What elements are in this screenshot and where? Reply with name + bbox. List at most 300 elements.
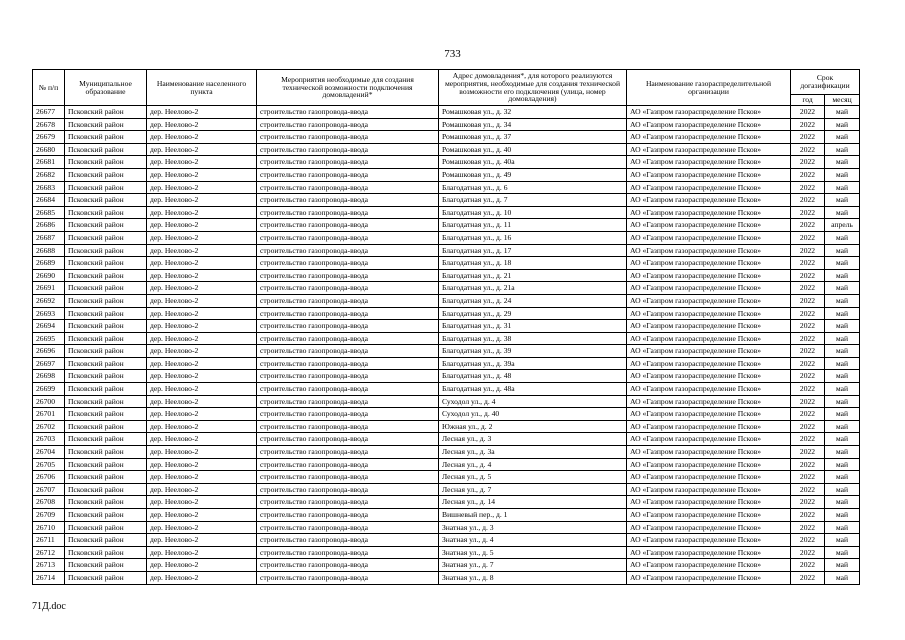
municipality-cell: Псковский район <box>65 231 147 244</box>
gdo-cell: АО «Газпром газораспределение Псков» <box>627 219 791 232</box>
measure-cell: строительство газопровода-ввода <box>257 143 439 156</box>
row-number: 26687 <box>33 231 65 244</box>
page-number: 733 <box>444 48 461 60</box>
month-cell: май <box>825 496 860 509</box>
year-cell: 2022 <box>791 458 825 471</box>
locality-cell: дер. Неелово-2 <box>147 294 257 307</box>
table-row <box>33 257 860 270</box>
gdo-cell: АО «Газпром газораспределение Псков» <box>627 269 791 282</box>
month-cell: май <box>825 433 860 446</box>
gdo-cell: АО «Газпром газораспределение Псков» <box>627 509 791 522</box>
address-cell: Лесная ул., д. 3 <box>439 433 627 446</box>
municipality-cell: Псковский район <box>65 181 147 194</box>
year-cell: 2022 <box>791 433 825 446</box>
measure-cell: строительство газопровода-ввода <box>257 471 439 484</box>
gdo-cell: АО «Газпром газораспределение Псков» <box>627 546 791 559</box>
gdo-cell: АО «Газпром газораспределение Псков» <box>627 244 791 257</box>
gdo-cell: АО «Газпром газораспределение Псков» <box>627 168 791 181</box>
address-cell: Ромашковая ул., д. 34 <box>439 118 627 131</box>
month-cell: май <box>825 446 860 459</box>
year-cell: 2022 <box>791 257 825 270</box>
month-cell: май <box>825 559 860 572</box>
measure-cell: строительство газопровода-ввода <box>257 559 439 572</box>
header-locality: Наименование населенного пункта <box>147 70 257 106</box>
locality-cell: дер. Неелово-2 <box>147 168 257 181</box>
locality-cell: дер. Неелово-2 <box>147 320 257 333</box>
municipality-cell: Псковский район <box>65 559 147 572</box>
measure-cell: строительство газопровода-ввода <box>257 320 439 333</box>
year-cell: 2022 <box>791 294 825 307</box>
header-month: месяц <box>825 95 860 106</box>
municipality-cell: Псковский район <box>65 458 147 471</box>
year-cell: 2022 <box>791 219 825 232</box>
month-cell: май <box>825 471 860 484</box>
municipality-cell: Псковский район <box>65 194 147 207</box>
month-cell: май <box>825 181 860 194</box>
header-num: № п/п <box>33 70 65 106</box>
row-number: 26697 <box>33 357 65 370</box>
row-number: 26703 <box>33 433 65 446</box>
header-municipality: Муниципальное образование <box>65 70 147 106</box>
locality-cell: дер. Неелово-2 <box>147 257 257 270</box>
row-number: 26707 <box>33 483 65 496</box>
measure-cell: строительство газопровода-ввода <box>257 383 439 396</box>
gdo-cell: АО «Газпром газораспределение Псков» <box>627 571 791 584</box>
month-cell: май <box>825 345 860 358</box>
gdo-cell: АО «Газпром газораспределение Псков» <box>627 395 791 408</box>
month-cell: май <box>825 206 860 219</box>
row-number: 26698 <box>33 370 65 383</box>
municipality-cell: Псковский район <box>65 219 147 232</box>
year-cell: 2022 <box>791 471 825 484</box>
municipality-cell: Псковский район <box>65 168 147 181</box>
address-cell: Благодатная ул., д. 48 <box>439 370 627 383</box>
gdo-cell: АО «Газпром газораспределение Псков» <box>627 181 791 194</box>
municipality-cell: Псковский район <box>65 320 147 333</box>
gdo-cell: АО «Газпром газораспределение Псков» <box>627 294 791 307</box>
table-row <box>33 471 860 484</box>
municipality-cell: Псковский район <box>65 118 147 131</box>
month-cell: май <box>825 294 860 307</box>
year-cell: 2022 <box>791 131 825 144</box>
table-row <box>33 408 860 421</box>
measure-cell: строительство газопровода-ввода <box>257 571 439 584</box>
year-cell: 2022 <box>791 269 825 282</box>
address-cell: Благодатная ул., д. 10 <box>439 206 627 219</box>
address-cell: Вишневый пер., д. 1 <box>439 509 627 522</box>
locality-cell: дер. Неелово-2 <box>147 143 257 156</box>
address-cell: Благодатная ул., д. 21 <box>439 269 627 282</box>
table-row <box>33 282 860 295</box>
gdo-cell: АО «Газпром газораспределение Псков» <box>627 559 791 572</box>
month-cell: май <box>825 282 860 295</box>
month-cell: май <box>825 521 860 534</box>
gdo-cell: АО «Газпром газораспределение Псков» <box>627 320 791 333</box>
month-cell: май <box>825 168 860 181</box>
table-row <box>33 106 860 119</box>
locality-cell: дер. Неелово-2 <box>147 571 257 584</box>
table-row <box>33 357 860 370</box>
row-number: 26710 <box>33 521 65 534</box>
gdo-cell: АО «Газпром газораспределение Псков» <box>627 231 791 244</box>
table-row <box>33 534 860 547</box>
month-cell: май <box>825 509 860 522</box>
month-cell: апрель <box>825 219 860 232</box>
municipality-cell: Псковский район <box>65 345 147 358</box>
year-cell: 2022 <box>791 307 825 320</box>
year-cell: 2022 <box>791 244 825 257</box>
table-row <box>33 433 860 446</box>
measure-cell: строительство газопровода-ввода <box>257 370 439 383</box>
address-cell: Лесная ул., д. 4 <box>439 458 627 471</box>
month-cell: май <box>825 156 860 169</box>
locality-cell: дер. Неелово-2 <box>147 559 257 572</box>
measure-cell: строительство газопровода-ввода <box>257 282 439 295</box>
locality-cell: дер. Неелово-2 <box>147 357 257 370</box>
row-number: 26702 <box>33 420 65 433</box>
measure-cell: строительство газопровода-ввода <box>257 168 439 181</box>
measure-cell: строительство газопровода-ввода <box>257 546 439 559</box>
municipality-cell: Псковский район <box>65 571 147 584</box>
row-number: 26704 <box>33 446 65 459</box>
gdo-cell: АО «Газпром газораспределение Псков» <box>627 370 791 383</box>
address-cell: Благодатная ул., д. 17 <box>439 244 627 257</box>
locality-cell: дер. Неелово-2 <box>147 181 257 194</box>
measure-cell: строительство газопровода-ввода <box>257 534 439 547</box>
row-number: 26711 <box>33 534 65 547</box>
table-row <box>33 294 860 307</box>
locality-cell: дер. Неелово-2 <box>147 370 257 383</box>
measure-cell: строительство газопровода-ввода <box>257 131 439 144</box>
measure-cell: строительство газопровода-ввода <box>257 483 439 496</box>
month-cell: май <box>825 420 860 433</box>
year-cell: 2022 <box>791 168 825 181</box>
table-row <box>33 131 860 144</box>
header-term: Срок догазификации <box>791 70 860 95</box>
address-cell: Лесная ул., д. 5 <box>439 471 627 484</box>
locality-cell: дер. Неелово-2 <box>147 106 257 119</box>
table-row <box>33 244 860 257</box>
row-number: 26686 <box>33 219 65 232</box>
measure-cell: строительство газопровода-ввода <box>257 181 439 194</box>
locality-cell: дер. Неелово-2 <box>147 496 257 509</box>
table-row <box>33 420 860 433</box>
gdo-cell: АО «Газпром газораспределение Псков» <box>627 143 791 156</box>
table-row <box>33 383 860 396</box>
row-number: 26714 <box>33 571 65 584</box>
year-cell: 2022 <box>791 509 825 522</box>
gdo-cell: АО «Газпром газораспределение Псков» <box>627 408 791 421</box>
row-number: 26688 <box>33 244 65 257</box>
month-cell: май <box>825 408 860 421</box>
row-number: 26677 <box>33 106 65 119</box>
month-cell: май <box>825 534 860 547</box>
row-number: 26706 <box>33 471 65 484</box>
year-cell: 2022 <box>791 496 825 509</box>
measure-cell: строительство газопровода-ввода <box>257 219 439 232</box>
measure-cell: строительство газопровода-ввода <box>257 446 439 459</box>
gdo-cell: АО «Газпром газораспределение Псков» <box>627 357 791 370</box>
municipality-cell: Псковский район <box>65 294 147 307</box>
month-cell: май <box>825 194 860 207</box>
row-number: 26681 <box>33 156 65 169</box>
address-cell: Ромашковая ул., д. 40 <box>439 143 627 156</box>
gdo-cell: АО «Газпром газораспределение Псков» <box>627 332 791 345</box>
month-cell: май <box>825 257 860 270</box>
row-number: 26682 <box>33 168 65 181</box>
locality-cell: дер. Неелово-2 <box>147 206 257 219</box>
year-cell: 2022 <box>791 571 825 584</box>
municipality-cell: Псковский район <box>65 546 147 559</box>
locality-cell: дер. Неелово-2 <box>147 433 257 446</box>
address-cell: Знатная ул., д. 7 <box>439 559 627 572</box>
locality-cell: дер. Неелово-2 <box>147 458 257 471</box>
locality-cell: дер. Неелово-2 <box>147 345 257 358</box>
table-row <box>33 181 860 194</box>
year-cell: 2022 <box>791 156 825 169</box>
gdo-cell: АО «Газпром газораспределение Псков» <box>627 458 791 471</box>
year-cell: 2022 <box>791 194 825 207</box>
measure-cell: строительство газопровода-ввода <box>257 194 439 207</box>
municipality-cell: Псковский район <box>65 131 147 144</box>
row-number: 26713 <box>33 559 65 572</box>
year-cell: 2022 <box>791 420 825 433</box>
locality-cell: дер. Неелово-2 <box>147 509 257 522</box>
gdo-cell: АО «Газпром газораспределение Псков» <box>627 118 791 131</box>
year-cell: 2022 <box>791 332 825 345</box>
row-number: 26693 <box>33 307 65 320</box>
address-cell: Суходол ул., д. 4 <box>439 395 627 408</box>
table-row <box>33 219 860 232</box>
row-number: 26690 <box>33 269 65 282</box>
municipality-cell: Псковский район <box>65 471 147 484</box>
address-cell: Благодатная ул., д. 29 <box>439 307 627 320</box>
measure-cell: строительство газопровода-ввода <box>257 307 439 320</box>
gdo-cell: АО «Газпром газораспределение Псков» <box>627 206 791 219</box>
table-body <box>33 106 860 585</box>
address-cell: Благодатная ул., д. 11 <box>439 219 627 232</box>
year-cell: 2022 <box>791 231 825 244</box>
table-row <box>33 370 860 383</box>
municipality-cell: Псковский район <box>65 420 147 433</box>
table-row <box>33 320 860 333</box>
row-number: 26695 <box>33 332 65 345</box>
measure-cell: строительство газопровода-ввода <box>257 345 439 358</box>
address-cell: Лесная ул., д. 7 <box>439 483 627 496</box>
year-cell: 2022 <box>791 370 825 383</box>
municipality-cell: Псковский район <box>65 206 147 219</box>
year-cell: 2022 <box>791 320 825 333</box>
row-number: 26705 <box>33 458 65 471</box>
row-number: 26679 <box>33 131 65 144</box>
header-address: Адрес домовладения*, для которого реализуются мероприятия, необходимые для создания технической возможности его подключения (улица, номер домовладения) <box>439 70 627 106</box>
address-cell: Знатная ул., д. 8 <box>439 571 627 584</box>
table-row <box>33 496 860 509</box>
locality-cell: дер. Неелово-2 <box>147 395 257 408</box>
row-number: 26683 <box>33 181 65 194</box>
measure-cell: строительство газопровода-ввода <box>257 244 439 257</box>
municipality-cell: Псковский район <box>65 395 147 408</box>
municipality-cell: Псковский район <box>65 408 147 421</box>
locality-cell: дер. Неелово-2 <box>147 446 257 459</box>
municipality-cell: Псковский район <box>65 357 147 370</box>
measure-cell: строительство газопровода-ввода <box>257 257 439 270</box>
address-cell: Благодатная ул., д. 38 <box>439 332 627 345</box>
row-number: 26689 <box>33 257 65 270</box>
measure-cell: строительство газопровода-ввода <box>257 395 439 408</box>
municipality-cell: Псковский район <box>65 106 147 119</box>
gdo-cell: АО «Газпром газораспределение Псков» <box>627 496 791 509</box>
row-number: 26699 <box>33 383 65 396</box>
table-row <box>33 194 860 207</box>
header-year: год <box>791 95 825 106</box>
locality-cell: дер. Неелово-2 <box>147 269 257 282</box>
municipality-cell: Псковский район <box>65 244 147 257</box>
municipality-cell: Псковский район <box>65 370 147 383</box>
measure-cell: строительство газопровода-ввода <box>257 458 439 471</box>
measure-cell: строительство газопровода-ввода <box>257 231 439 244</box>
municipality-cell: Псковский район <box>65 446 147 459</box>
table-row <box>33 509 860 522</box>
locality-cell: дер. Неелово-2 <box>147 483 257 496</box>
month-cell: май <box>825 106 860 119</box>
municipality-cell: Псковский район <box>65 433 147 446</box>
measure-cell: строительство газопровода-ввода <box>257 496 439 509</box>
year-cell: 2022 <box>791 408 825 421</box>
row-number: 26691 <box>33 282 65 295</box>
measure-cell: строительство газопровода-ввода <box>257 521 439 534</box>
address-cell: Ромашковая ул., д. 40а <box>439 156 627 169</box>
gdo-cell: АО «Газпром газораспределение Псков» <box>627 106 791 119</box>
municipality-cell: Псковский район <box>65 521 147 534</box>
year-cell: 2022 <box>791 383 825 396</box>
municipality-cell: Псковский район <box>65 383 147 396</box>
address-cell: Знатная ул., д. 3 <box>439 521 627 534</box>
locality-cell: дер. Неелово-2 <box>147 534 257 547</box>
municipality-cell: Псковский район <box>65 483 147 496</box>
address-cell: Благодатная ул., д. 24 <box>439 294 627 307</box>
footer-file-name: 71Д.doc <box>32 601 66 612</box>
gdo-cell: АО «Газпром газораспределение Псков» <box>627 194 791 207</box>
gdo-cell: АО «Газпром газораспределение Псков» <box>627 131 791 144</box>
year-cell: 2022 <box>791 559 825 572</box>
municipality-cell: Псковский район <box>65 534 147 547</box>
municipality-cell: Псковский район <box>65 156 147 169</box>
locality-cell: дер. Неелово-2 <box>147 194 257 207</box>
address-cell: Благодатная ул., д. 7 <box>439 194 627 207</box>
month-cell: май <box>825 483 860 496</box>
year-cell: 2022 <box>791 181 825 194</box>
gdo-cell: АО «Газпром газораспределение Псков» <box>627 257 791 270</box>
year-cell: 2022 <box>791 446 825 459</box>
address-cell: Ромашковая ул., д. 32 <box>439 106 627 119</box>
table-row <box>33 458 860 471</box>
table-row <box>33 332 860 345</box>
gdo-cell: АО «Газпром газораспределение Псков» <box>627 420 791 433</box>
month-cell: май <box>825 118 860 131</box>
month-cell: май <box>825 546 860 559</box>
address-cell: Лесная ул., д. 3а <box>439 446 627 459</box>
municipality-cell: Псковский район <box>65 269 147 282</box>
row-number: 26696 <box>33 345 65 358</box>
gdo-cell: АО «Газпром газораспределение Псков» <box>627 156 791 169</box>
gdo-cell: АО «Газпром газораспределение Псков» <box>627 446 791 459</box>
table-row <box>33 118 860 131</box>
month-cell: май <box>825 458 860 471</box>
municipality-cell: Псковский район <box>65 282 147 295</box>
measure-cell: строительство газопровода-ввода <box>257 357 439 370</box>
row-number: 26692 <box>33 294 65 307</box>
month-cell: май <box>825 395 860 408</box>
measure-cell: строительство газопровода-ввода <box>257 156 439 169</box>
locality-cell: дер. Неелово-2 <box>147 307 257 320</box>
address-cell: Благодатная ул., д. 6 <box>439 181 627 194</box>
municipality-cell: Псковский район <box>65 332 147 345</box>
month-cell: май <box>825 307 860 320</box>
table-row <box>33 156 860 169</box>
measure-cell: строительство газопровода-ввода <box>257 206 439 219</box>
address-cell: Южная ул., д. 2 <box>439 420 627 433</box>
locality-cell: дер. Неелово-2 <box>147 219 257 232</box>
table-row <box>33 395 860 408</box>
locality-cell: дер. Неелово-2 <box>147 131 257 144</box>
gdo-cell: АО «Газпром газораспределение Псков» <box>627 282 791 295</box>
address-cell: Знатная ул., д. 5 <box>439 546 627 559</box>
table-row <box>33 546 860 559</box>
municipality-cell: Псковский район <box>65 257 147 270</box>
table-row <box>33 269 860 282</box>
month-cell: май <box>825 320 860 333</box>
month-cell: май <box>825 244 860 257</box>
year-cell: 2022 <box>791 206 825 219</box>
gdo-cell: АО «Газпром газораспределение Псков» <box>627 433 791 446</box>
locality-cell: дер. Неелово-2 <box>147 118 257 131</box>
gdo-cell: АО «Газпром газораспределение Псков» <box>627 534 791 547</box>
address-cell: Благодатная ул., д. 31 <box>439 320 627 333</box>
month-cell: май <box>825 143 860 156</box>
locality-cell: дер. Неелово-2 <box>147 546 257 559</box>
month-cell: май <box>825 231 860 244</box>
address-cell: Благодатная ул., д. 18 <box>439 257 627 270</box>
table-row <box>33 345 860 358</box>
year-cell: 2022 <box>791 521 825 534</box>
year-cell: 2022 <box>791 546 825 559</box>
locality-cell: дер. Неелово-2 <box>147 521 257 534</box>
table-row <box>33 168 860 181</box>
row-number: 26684 <box>33 194 65 207</box>
month-cell: май <box>825 357 860 370</box>
measure-cell: строительство газопровода-ввода <box>257 509 439 522</box>
address-cell: Знатная ул., д. 4 <box>439 534 627 547</box>
table-row <box>33 446 860 459</box>
year-cell: 2022 <box>791 534 825 547</box>
year-cell: 2022 <box>791 143 825 156</box>
month-cell: май <box>825 370 860 383</box>
municipality-cell: Псковский район <box>65 496 147 509</box>
gdo-cell: АО «Газпром газораспределение Псков» <box>627 483 791 496</box>
month-cell: май <box>825 131 860 144</box>
locality-cell: дер. Неелово-2 <box>147 420 257 433</box>
gdo-cell: АО «Газпром газораспределение Псков» <box>627 521 791 534</box>
gdo-cell: АО «Газпром газораспределение Псков» <box>627 307 791 320</box>
year-cell: 2022 <box>791 345 825 358</box>
year-cell: 2022 <box>791 395 825 408</box>
locality-cell: дер. Неелово-2 <box>147 244 257 257</box>
table-row <box>33 143 860 156</box>
row-number: 26712 <box>33 546 65 559</box>
locality-cell: дер. Неелово-2 <box>147 383 257 396</box>
year-cell: 2022 <box>791 118 825 131</box>
